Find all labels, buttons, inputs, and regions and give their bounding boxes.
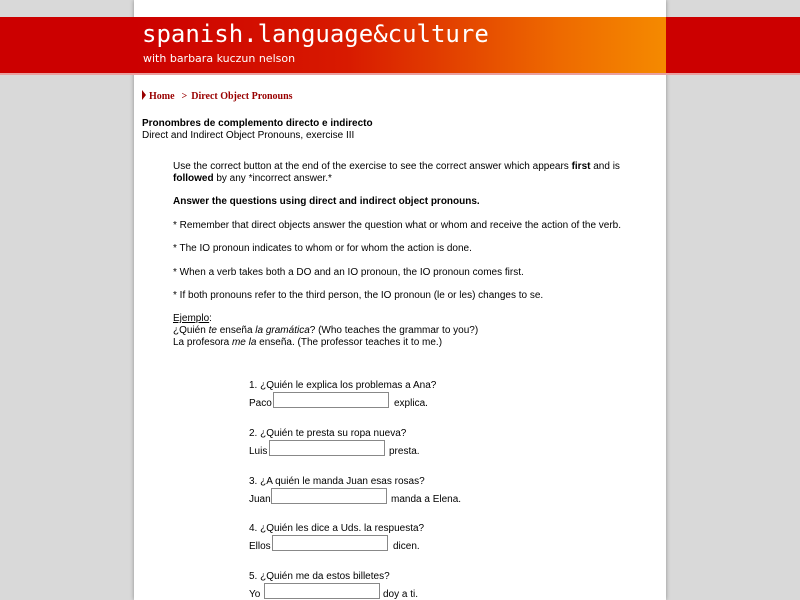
example-question [173,325,478,337]
answer-prefix-4: Ellos [249,541,271,552]
instructions-part3: by any *incorrect answer.* [213,173,332,184]
breadcrumb [142,90,293,102]
instructions-first: first [571,161,591,172]
answer-suffix-3: manda a Elena. [391,494,462,505]
answer-input-5[interactable] [264,583,380,599]
breadcrumb-home-link[interactable]: Home [149,91,175,102]
answer-row-5 [249,589,419,600]
breadcrumb-current: Direct Object Pronouns [191,91,293,102]
example-colon: : [209,313,212,324]
instructions-part2: and is [590,161,620,172]
answer-input-4[interactable] [272,535,388,551]
answer-suffix-1: explica. [394,398,428,409]
answer-input-3[interactable] [271,488,387,504]
answer-row-2 [249,446,420,457]
question-3: 3. ¿A quién le manda Juan esas rosas? [249,476,425,487]
question-5: 5. ¿Quién me da estos billetes? [249,571,390,582]
answer-suffix-4: dicen. [393,541,420,552]
site-subtitle: with barbara kuczun nelson [143,52,296,65]
example-a-start: La profesora [173,337,232,348]
answer-prefix-5: Yo [249,589,261,600]
note-4: * If both pronouns refer to the third person, the IO pronoun (le or les) changes to se. [173,290,544,301]
answer-prefix-3: Juan [249,494,271,505]
breadcrumb-arrow-icon [142,90,146,100]
site-title: spanish.language&culture [142,20,489,48]
question-4: 4. ¿Quién les dice a Uds. la respuesta? [249,523,425,534]
note-1: * Remember that direct objects answer the question what or whom and receive the action of the verb. [173,220,622,231]
task-instruction: Answer the questions using direct and indirect object pronouns. [173,196,480,207]
header-rule [0,73,800,75]
note-2: * The IO pronoun indicates to whom or for whom the action is done. [173,243,472,254]
breadcrumb-separator: > [181,91,188,102]
answer-row-3 [249,494,462,505]
answer-input-2[interactable] [269,440,385,456]
answer-prefix-2: Luis [249,446,268,457]
exercise-title: Pronombres de complemento directo e indirecto [142,118,373,129]
example-q-start: ¿Quién [173,325,209,336]
question-1: 1. ¿Quién le explica los problemas a Ana? [249,380,437,391]
example-a-pron: me la [231,337,257,348]
example-a-end: enseña. (The professor teaches it to me.) [256,337,443,348]
answer-input-1[interactable] [273,392,389,408]
example-block [173,313,478,349]
answer-row-1 [249,398,428,409]
answer-prefix-1: Paco [249,398,272,409]
note-3: * When a verb takes both a DO and an IO pronoun, the IO pronoun comes first. [173,267,524,278]
example-label: Ejemplo [173,313,210,324]
answer-suffix-5: doy a ti. [383,589,419,600]
example-q-mid: enseña [216,325,256,336]
answer-suffix-2: presta. [389,446,420,457]
example-q-obj: la gramática [255,325,310,336]
example-q-te: te [208,325,217,336]
question-2: 2. ¿Quién te presta su ropa nueva? [249,428,407,439]
example-q-end: ? (Who teaches the grammar to you?) [309,325,479,336]
instructions-followed: followed [173,173,214,184]
answer-row-4 [249,541,420,552]
exercise-subtitle: Direct and Indirect Object Pronouns, exercise III [142,130,355,141]
instructions-text [173,161,623,185]
example-label-line [173,313,478,325]
example-answer [173,337,478,349]
instructions-part1: Use the correct button at the end of the exercise to see the correct answer which appears [173,161,572,172]
